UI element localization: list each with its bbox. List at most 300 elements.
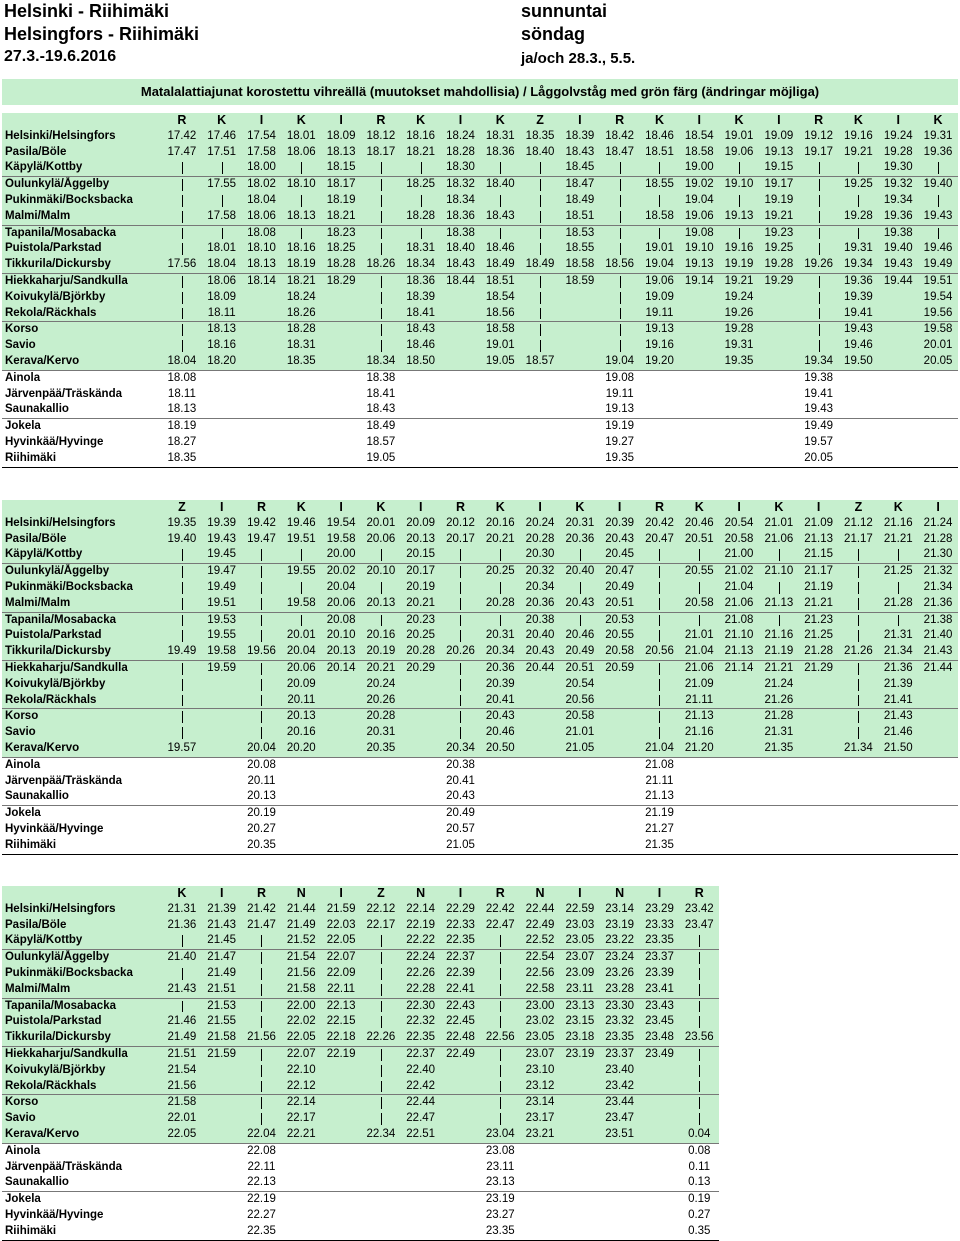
departure-time: 19.08 xyxy=(679,225,719,241)
departure-time: 19.09 xyxy=(759,129,799,145)
departure-time xyxy=(321,451,361,467)
departure-time: 18.45 xyxy=(560,160,600,176)
departure-time xyxy=(520,1160,560,1176)
departure-time: 20.28 xyxy=(480,596,520,612)
departure-time xyxy=(759,322,799,338)
departure-time: 20.06 xyxy=(321,596,361,612)
departure-time: 21.47 xyxy=(202,950,242,966)
departure-time xyxy=(202,838,242,854)
pass-through-marker xyxy=(679,933,719,949)
departure-time xyxy=(640,1111,680,1127)
departure-time: 21.20 xyxy=(679,741,719,757)
departure-time: 18.31 xyxy=(401,241,441,257)
departure-time: 21.40 xyxy=(162,950,202,966)
departure-time: 21.13 xyxy=(679,709,719,725)
table-row xyxy=(2,982,719,998)
departure-time: 20.46 xyxy=(560,628,600,644)
train-type: N xyxy=(520,886,560,902)
departure-time xyxy=(679,789,719,805)
departure-time xyxy=(719,741,759,757)
departure-time xyxy=(202,435,242,451)
table-row xyxy=(2,387,958,403)
departure-time: 19.09 xyxy=(640,290,680,306)
table-row xyxy=(2,241,958,257)
station-name: Oulunkylä/Åggelby xyxy=(2,950,162,966)
pass-through-marker xyxy=(839,725,879,741)
departure-time: 19.51 xyxy=(918,273,958,289)
departure-time: 19.49 xyxy=(918,257,958,273)
departure-time: 19.28 xyxy=(878,145,918,161)
departure-time xyxy=(202,789,242,805)
departure-time: 20.25 xyxy=(480,564,520,580)
departure-time: 19.13 xyxy=(640,322,680,338)
departure-time: 18.40 xyxy=(441,241,481,257)
departure-time xyxy=(799,822,839,838)
pass-through-marker xyxy=(520,290,560,306)
departure-time xyxy=(679,822,719,838)
departure-time: 18.34 xyxy=(361,354,401,370)
departure-time xyxy=(600,806,640,822)
station-name: Puistola/Parkstad xyxy=(2,1014,162,1030)
departure-time xyxy=(839,451,879,467)
pass-through-marker xyxy=(162,338,202,354)
departure-time: 18.43 xyxy=(366,403,396,416)
departure-time xyxy=(918,774,958,790)
departure-time: 19.32 xyxy=(878,177,918,193)
departure-time xyxy=(560,370,600,386)
pass-through-marker xyxy=(520,209,560,225)
departure-time: 0.13 xyxy=(688,1176,711,1189)
departure-time: 21.17 xyxy=(839,532,879,548)
departure-time: 22.54 xyxy=(520,950,560,966)
departure-time xyxy=(202,402,242,418)
departure-time xyxy=(480,402,520,418)
pass-through-marker xyxy=(361,322,401,338)
departure-time xyxy=(759,774,799,790)
departure-time: 19.21 xyxy=(839,145,879,161)
departure-time: 20.36 xyxy=(560,532,600,548)
departure-time: 21.49 xyxy=(202,966,242,982)
departure-time: 20.51 xyxy=(679,532,719,548)
weekday-sv: söndag xyxy=(521,24,586,44)
station-name: Järvenpää/Träskända xyxy=(5,1160,122,1173)
pass-through-marker xyxy=(441,628,481,644)
departure-time: 21.14 xyxy=(719,660,759,676)
pass-through-marker xyxy=(640,660,680,676)
departure-time: 19.58 xyxy=(321,532,361,548)
pass-through-marker xyxy=(759,612,799,628)
departure-time xyxy=(441,306,481,322)
departure-time xyxy=(242,451,282,467)
departure-time: 18.58 xyxy=(679,145,719,161)
pass-through-marker xyxy=(839,612,879,628)
departure-time xyxy=(560,451,600,467)
pass-through-marker xyxy=(441,725,481,741)
pass-through-marker xyxy=(162,290,202,306)
departure-time xyxy=(321,290,361,306)
departure-time: 18.13 xyxy=(167,403,197,416)
departure-time: 21.55 xyxy=(202,1014,242,1030)
departure-time: 20.56 xyxy=(640,644,680,660)
departure-time xyxy=(480,451,520,467)
departure-time: 22.12 xyxy=(361,902,401,918)
departure-time xyxy=(679,757,719,773)
departure-time: 23.22 xyxy=(600,933,640,949)
station-name: Malmi/Malm xyxy=(2,209,162,225)
pass-through-marker xyxy=(242,998,282,1014)
table-row xyxy=(2,628,958,644)
table-row xyxy=(2,580,958,596)
departure-time: 18.06 xyxy=(281,145,321,161)
departure-time: 21.10 xyxy=(719,628,759,644)
departure-time: 22.35 xyxy=(401,1030,441,1046)
extra-dates: ja/och 28.3., 5.5. xyxy=(521,50,636,67)
departure-time: 20.28 xyxy=(361,709,401,725)
pass-through-marker xyxy=(361,580,401,596)
pass-through-marker xyxy=(759,547,799,563)
departure-time xyxy=(321,1143,361,1159)
departure-time: 18.38 xyxy=(441,225,481,241)
departure-time xyxy=(878,806,918,822)
departure-time: 19.13 xyxy=(759,145,799,161)
table-row xyxy=(2,741,958,757)
pass-through-marker xyxy=(600,177,640,193)
departure-time: 19.08 xyxy=(600,370,640,386)
departure-time xyxy=(918,789,958,805)
departure-time xyxy=(560,306,600,322)
departure-time xyxy=(441,419,481,435)
departure-time: 20.29 xyxy=(401,660,441,676)
departure-time: 22.32 xyxy=(401,1014,441,1030)
departure-time xyxy=(520,1208,560,1224)
departure-time: 21.23 xyxy=(799,612,839,628)
table-row xyxy=(2,612,958,628)
departure-time xyxy=(679,370,719,386)
departure-time: 20.45 xyxy=(600,547,640,563)
departure-time xyxy=(441,435,481,451)
departure-time: 20.28 xyxy=(520,532,560,548)
train-type: I xyxy=(242,113,282,129)
departure-time: 20.05 xyxy=(799,451,839,467)
pass-through-marker xyxy=(640,193,680,209)
station-name: Hiekkaharju/Sandkulla xyxy=(2,660,162,676)
departure-time xyxy=(361,1192,401,1208)
pass-through-marker xyxy=(640,564,680,580)
station-name: Hyvinkää/Hyvinge xyxy=(5,435,104,448)
departure-time xyxy=(162,838,202,854)
departure-time: 21.21 xyxy=(759,660,799,676)
departure-time xyxy=(401,435,441,451)
pass-through-marker xyxy=(361,933,401,949)
departure-time xyxy=(162,757,202,773)
departure-time xyxy=(679,806,719,822)
departure-time: 0.08 xyxy=(679,1143,719,1159)
departure-time: 20.04 xyxy=(242,741,282,757)
departure-time: 21.28 xyxy=(759,709,799,725)
departure-time: 20.20 xyxy=(281,741,321,757)
station-name: Käpylä/Kottby xyxy=(2,160,162,176)
departure-time xyxy=(321,1160,361,1176)
departure-time xyxy=(480,822,520,838)
departure-time: 21.39 xyxy=(878,677,918,693)
departure-time: 20.38 xyxy=(441,757,481,773)
departure-time xyxy=(719,677,759,693)
departure-time: 20.53 xyxy=(600,612,640,628)
pass-through-marker xyxy=(679,612,719,628)
departure-time xyxy=(401,741,441,757)
pass-through-marker xyxy=(361,1079,401,1095)
departure-time xyxy=(918,419,958,435)
train-type: K xyxy=(281,113,321,129)
pass-through-marker xyxy=(162,596,202,612)
train-type: R xyxy=(242,500,282,516)
departure-time xyxy=(640,1160,680,1176)
departure-time: 18.40 xyxy=(480,177,520,193)
pass-through-marker xyxy=(361,306,401,322)
departure-time xyxy=(162,1224,202,1240)
departure-time xyxy=(878,370,918,386)
departure-time xyxy=(839,402,879,418)
departure-time xyxy=(281,402,321,418)
departure-time: 20.21 xyxy=(480,532,520,548)
pass-through-marker xyxy=(640,160,680,176)
departure-time: 19.39 xyxy=(202,516,242,532)
departure-time: 18.19 xyxy=(281,257,321,273)
pass-through-marker xyxy=(719,160,759,176)
departure-time xyxy=(878,774,918,790)
table-row xyxy=(2,677,958,693)
departure-time xyxy=(679,306,719,322)
departure-time xyxy=(640,1175,680,1191)
departure-time: 21.36 xyxy=(918,596,958,612)
departure-time: 19.36 xyxy=(839,273,879,289)
train-type: N xyxy=(401,886,441,902)
departure-time: 18.28 xyxy=(281,322,321,338)
departure-time: 21.21 xyxy=(799,596,839,612)
departure-time: 19.19 xyxy=(719,257,759,273)
departure-time: 18.13 xyxy=(242,257,282,273)
departure-time xyxy=(441,354,481,370)
departure-time: 20.43 xyxy=(560,596,600,612)
low-floor-banner: Matalalattiajunat korostettu vihreällä (muutokset mahdollisia) / Låggolvståg med grön färg (ändringar möjliga) xyxy=(2,79,958,105)
departure-time xyxy=(321,419,361,435)
departure-time: 20.13 xyxy=(281,709,321,725)
departure-time xyxy=(799,757,839,773)
departure-time xyxy=(361,757,401,773)
departure-time: 22.33 xyxy=(441,918,481,934)
departure-time: 20.44 xyxy=(520,660,560,676)
departure-time: 21.13 xyxy=(719,644,759,660)
departure-time xyxy=(361,1208,401,1224)
departure-time: 23.15 xyxy=(560,1014,600,1030)
departure-time: 18.36 xyxy=(441,209,481,225)
departure-time xyxy=(321,1111,361,1127)
station-name: Helsinki/Helsingfors xyxy=(2,516,162,532)
departure-time: 19.13 xyxy=(679,257,719,273)
departure-time: 20.49 xyxy=(560,644,600,660)
departure-time xyxy=(640,387,680,403)
departure-time xyxy=(878,822,918,838)
departure-time xyxy=(520,741,560,757)
pass-through-marker xyxy=(679,1046,719,1062)
departure-time xyxy=(560,1175,600,1191)
departure-time: 19.21 xyxy=(719,273,759,289)
departure-time: 18.00 xyxy=(242,160,282,176)
table-row xyxy=(2,370,958,386)
departure-time xyxy=(560,1160,600,1176)
departure-time: 19.06 xyxy=(679,209,719,225)
departure-time: 19.16 xyxy=(640,338,680,354)
train-type: R xyxy=(162,113,202,129)
weekday-fi: sunnuntai xyxy=(521,1,607,21)
station-name: Savio xyxy=(2,1111,162,1127)
station-name: Kerava/Kervo xyxy=(2,741,162,757)
train-type: I xyxy=(321,886,361,902)
departure-time: 19.31 xyxy=(839,241,879,257)
departure-time: 18.38 xyxy=(361,370,401,386)
pass-through-marker xyxy=(162,322,202,338)
departure-time: 20.40 xyxy=(560,564,600,580)
departure-time xyxy=(321,838,361,854)
departure-time: 21.04 xyxy=(640,741,680,757)
departure-time: 19.04 xyxy=(679,193,719,209)
departure-time: 22.40 xyxy=(401,1063,441,1079)
departure-time xyxy=(560,1224,600,1240)
departure-time: 23.27 xyxy=(485,1208,515,1221)
pass-through-marker xyxy=(480,1111,520,1127)
departure-time: 23.13 xyxy=(560,998,600,1014)
departure-time: 20.09 xyxy=(401,516,441,532)
departure-time: 18.10 xyxy=(281,177,321,193)
departure-time xyxy=(202,806,242,822)
departure-time xyxy=(441,322,481,338)
departure-time xyxy=(520,677,560,693)
departure-time: 20.19 xyxy=(401,580,441,596)
departure-time: 21.56 xyxy=(162,1079,202,1095)
departure-time: 19.39 xyxy=(839,290,879,306)
station-name: Koivukylä/Björkby xyxy=(2,290,162,306)
departure-time: 19.49 xyxy=(799,419,839,435)
train-type: N xyxy=(600,886,640,902)
departure-time xyxy=(640,1143,680,1159)
departure-time: 18.17 xyxy=(321,177,361,193)
departure-time xyxy=(719,806,759,822)
departure-time xyxy=(679,451,719,467)
departure-time xyxy=(640,1095,680,1111)
departure-time xyxy=(560,1208,600,1224)
departure-time: 23.41 xyxy=(640,982,680,998)
departure-time: 20.06 xyxy=(281,660,321,676)
departure-time xyxy=(918,757,958,773)
departure-time: 20.09 xyxy=(281,677,321,693)
departure-time: 23.30 xyxy=(600,998,640,1014)
departure-time xyxy=(719,387,759,403)
departure-time: 21.19 xyxy=(799,580,839,596)
departure-time xyxy=(600,1143,640,1159)
departure-time xyxy=(520,838,560,854)
departure-time: 21.35 xyxy=(640,838,680,854)
departure-time: 21.04 xyxy=(719,580,759,596)
departure-time: 18.13 xyxy=(202,322,242,338)
table-row xyxy=(2,709,958,725)
departure-time: 18.16 xyxy=(401,129,441,145)
station-name: Koivukylä/Björkby xyxy=(2,677,162,693)
departure-time: 18.09 xyxy=(321,129,361,145)
pass-through-marker xyxy=(441,660,481,676)
departure-time: 20.27 xyxy=(247,822,276,835)
departure-time: 23.43 xyxy=(640,998,680,1014)
departure-time: 21.21 xyxy=(878,532,918,548)
departure-time: 22.35 xyxy=(242,1224,282,1240)
departure-time xyxy=(202,1208,242,1224)
departure-time: 22.30 xyxy=(401,998,441,1014)
departure-time: 20.01 xyxy=(918,338,958,354)
departure-time: 19.43 xyxy=(839,322,879,338)
pass-through-marker xyxy=(759,580,799,596)
departure-time xyxy=(799,693,839,709)
pass-through-marker xyxy=(480,950,520,966)
departure-time xyxy=(520,451,560,467)
timetable-section-3 xyxy=(2,886,719,1241)
departure-time xyxy=(759,451,799,467)
pass-through-marker xyxy=(719,225,759,241)
departure-time: 21.50 xyxy=(878,741,918,757)
departure-time xyxy=(281,370,321,386)
pass-through-marker xyxy=(918,160,958,176)
departure-time: 19.43 xyxy=(918,209,958,225)
departure-time: 23.51 xyxy=(600,1127,640,1143)
departure-time xyxy=(878,419,918,435)
pass-through-marker xyxy=(242,677,282,693)
departure-time xyxy=(162,1192,202,1208)
departure-time: 20.43 xyxy=(600,532,640,548)
departure-time xyxy=(918,693,958,709)
departure-time: 20.50 xyxy=(480,741,520,757)
departure-time: 20.26 xyxy=(441,644,481,660)
departure-time xyxy=(878,322,918,338)
departure-time: 23.07 xyxy=(520,1046,560,1062)
departure-time: 20.13 xyxy=(321,644,361,660)
train-type: I xyxy=(878,113,918,129)
departure-time: 21.34 xyxy=(839,741,879,757)
pass-through-marker xyxy=(918,225,958,241)
departure-time: 20.01 xyxy=(361,516,401,532)
pass-through-marker xyxy=(162,628,202,644)
table-row xyxy=(2,806,958,822)
pass-through-marker xyxy=(520,193,560,209)
departure-time: 19.45 xyxy=(202,547,242,563)
departure-time xyxy=(839,774,879,790)
departure-time: 22.52 xyxy=(520,933,560,949)
departure-time xyxy=(321,709,361,725)
departure-time xyxy=(401,774,441,790)
departure-time xyxy=(401,1224,441,1240)
departure-time: 23.12 xyxy=(520,1079,560,1095)
pass-through-marker xyxy=(799,177,839,193)
departure-time: 22.47 xyxy=(401,1111,441,1127)
station-name: Käpylä/Kottby xyxy=(2,933,162,949)
departure-time xyxy=(640,1192,680,1208)
departure-time xyxy=(321,1208,361,1224)
departure-time xyxy=(560,1127,600,1143)
pass-through-marker xyxy=(361,209,401,225)
station-name: Tikkurila/Dickursby xyxy=(2,1030,162,1046)
departure-time xyxy=(799,709,839,725)
departure-time: 23.42 xyxy=(679,902,719,918)
train-type: K xyxy=(719,113,759,129)
train-type: I xyxy=(202,500,242,516)
table-row xyxy=(2,1175,719,1191)
